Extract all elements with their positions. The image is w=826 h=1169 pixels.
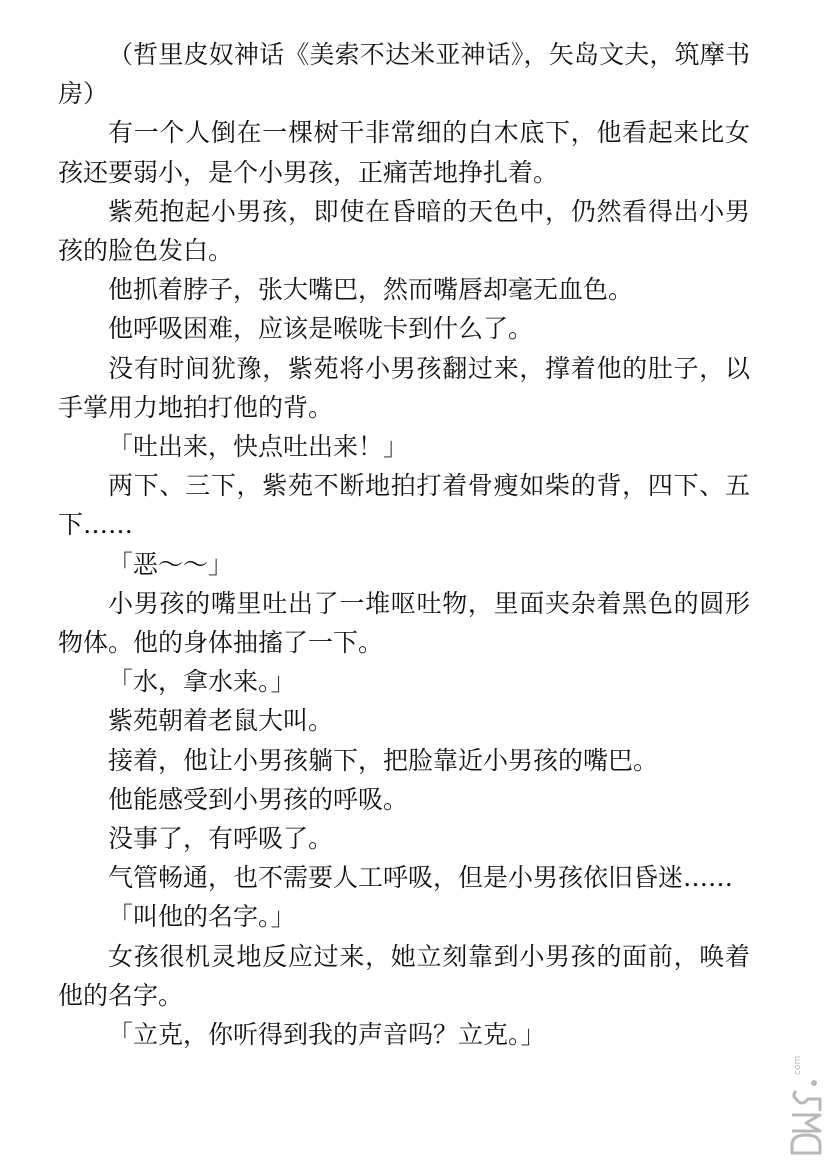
- paragraph: 紫苑抱起小男孩，即使在昏暗的天色中，仍然看得出小男孩的脸色发白。: [58, 196, 750, 266]
- dialogue-line: 「叫他的名字。」: [108, 902, 296, 932]
- paragraph: 他能感受到小男孩的呼吸。: [108, 784, 409, 814]
- paragraph: 气管畅通，也不需要人工呼吸，但是小男孩依旧昏迷……: [108, 863, 734, 893]
- paragraph: 小男孩的嘴里吐出了一堆呕吐物，里面夹杂着黑色的圆形物体。他的身体抽搐了一下。: [58, 588, 750, 658]
- text-body: [58, 35, 750, 1054]
- paragraph: 女孩很机灵地反应过来，她立刻靠到小男孩的面前，唤着他的名字。: [58, 941, 750, 1010]
- paragraph: 他抓着脖子，张大嘴巴，然而嘴唇却毫无血色。: [108, 275, 634, 305]
- paragraph: 接着，他让小男孩躺下，把脸靠近小男孩的嘴巴。: [108, 745, 659, 775]
- watermark-logo-graphic: [786, 1055, 826, 1155]
- dm5-watermark-logo: [786, 1055, 826, 1155]
- paragraph: 紫苑朝着老鼠大叫。: [108, 706, 334, 736]
- paragraph: （哲里皮奴神话《美索不达米亚神话》，矢岛文夫，筑摩书房）: [58, 40, 750, 109]
- dialogue-line: 「恶～～」: [108, 549, 234, 579]
- dialogue-line: 「吐出来，快点吐出来！」: [108, 432, 409, 462]
- paragraph: 没事了，有呼吸了。: [108, 824, 334, 854]
- paragraph: 他呼吸困难，应该是喉咙卡到什么了。: [108, 314, 534, 344]
- dialogue-line: 「立克，你听得到我的声音吗？立克。」: [108, 1020, 546, 1050]
- paragraph: 没有时间犹豫，紫苑将小男孩翻过来，撑着他的肚子，以手掌用力地拍打他的背。: [58, 353, 750, 422]
- dialogue-line: 「水，拿水来。」: [108, 667, 296, 697]
- paragraph: 两下、三下，紫苑不断地拍打着骨瘦如柴的背，四下、五下……: [58, 471, 750, 540]
- svg-text:com: com: [793, 1055, 803, 1075]
- paragraph: 有一个人倒在一棵树干非常细的白木底下，他看起来比女孩还要弱小，是个小男孩，正痛苦地挣扎着。: [58, 118, 750, 187]
